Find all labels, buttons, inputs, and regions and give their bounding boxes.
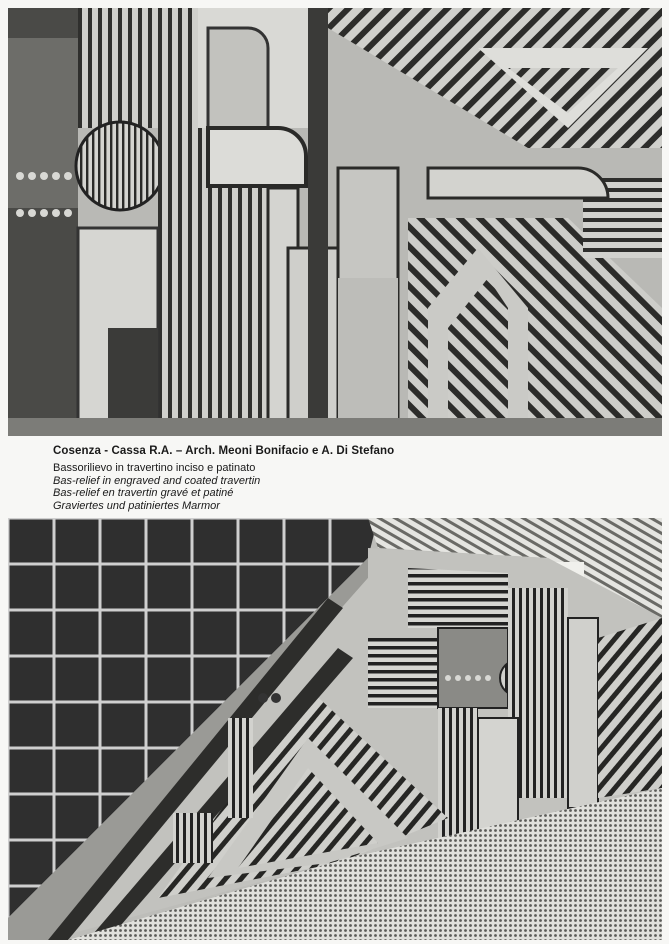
top-photo-bas-relief xyxy=(8,8,662,436)
bottom-photo-corridor xyxy=(8,518,662,940)
caption-line-english: Bas-relief in engraved and coated travertin xyxy=(53,474,261,487)
caption-line-italian: Bassorilievo in travertino inciso e patinato xyxy=(53,462,256,474)
caption xyxy=(53,444,633,512)
caption-line-german: Graviertes und patiniertes Marmor xyxy=(53,499,220,512)
caption-line-french: Bas-relief en travertin gravé et patiné xyxy=(53,487,234,499)
caption-title: Cosenza - Cassa R.A. – Arch. Meoni Bonifacio e A. Di Stefano xyxy=(53,445,395,457)
